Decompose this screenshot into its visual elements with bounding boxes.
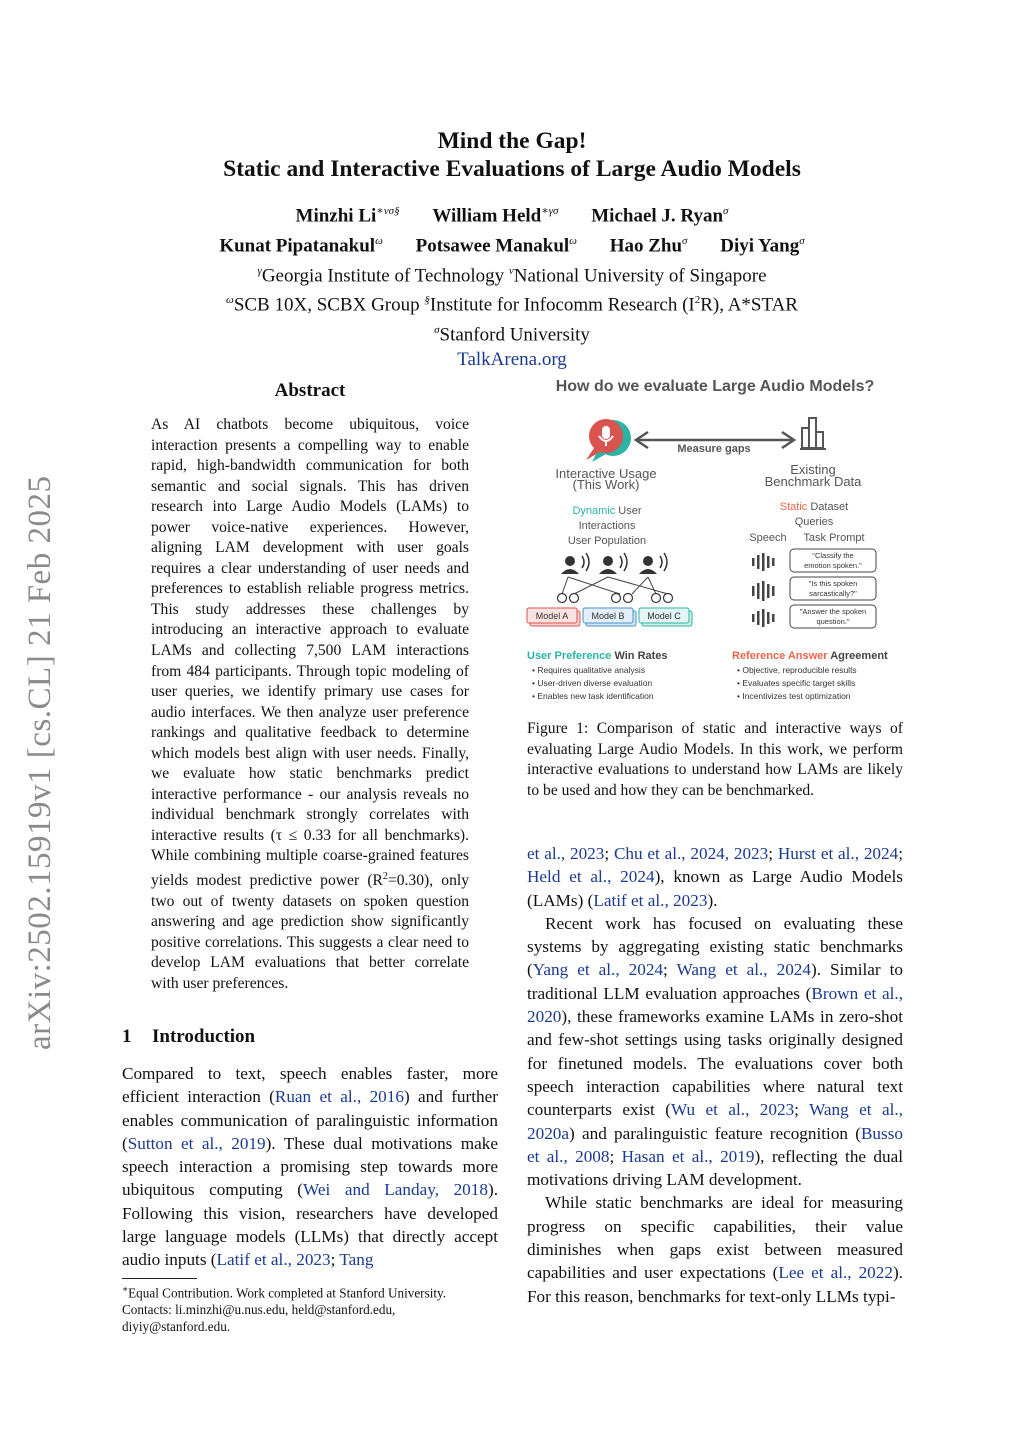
user-population-label: User Population xyxy=(567,535,647,547)
citation-link[interactable]: Wang et al., 2020a xyxy=(527,1100,903,1143)
text-run: ). Following this vision, researchers have developed large language models (LLMs) that directly accept audio inputs ( xyxy=(122,1180,498,1270)
citation-link[interactable]: Hasan et al., 2019 xyxy=(621,1146,755,1166)
intro-heading xyxy=(122,1026,255,1048)
right-label-2: Benchmark Data xyxy=(764,474,862,489)
model-a-box xyxy=(527,608,580,626)
bullet-text: Evaluates specific target skills xyxy=(742,678,856,688)
citation-link[interactable]: Brown et al., 2020 xyxy=(527,983,903,1027)
microphone-bubble-icon xyxy=(586,419,631,462)
aff-mark: γ xyxy=(257,264,262,277)
author-name: Minzhi Li xyxy=(295,205,377,227)
citation-link[interactable]: Lee et al., 2022 xyxy=(778,1263,893,1283)
text-run: ). For this reason, benchmarks for text-only LLMs typi- xyxy=(527,1263,903,1306)
left-label-2: (This Work) xyxy=(572,477,640,492)
affiliation: R), A*STAR xyxy=(700,294,798,316)
waveform-icon xyxy=(752,553,775,571)
bullet-text: Requires qualitative analysis xyxy=(537,665,646,675)
user-preference-title xyxy=(527,650,668,662)
citation-link[interactable]: Latif et al., 2023 xyxy=(216,1250,331,1270)
user-population-icons xyxy=(561,553,667,574)
text-run: ). These dual motivations make speech interaction a promising step towards more ubiquitous computing ( xyxy=(122,1133,498,1200)
right-label-1: Existing xyxy=(790,462,836,477)
right-bullet: • Incentivizes test optimization xyxy=(737,691,851,701)
citation-link[interactable]: Ruan et al., 2016 xyxy=(274,1087,404,1107)
title-part: Agreement xyxy=(827,650,888,662)
author-marks: ∗γσ xyxy=(541,205,559,217)
left-bullet: • Enables new task identification xyxy=(532,691,654,701)
text-run: ; xyxy=(330,1250,340,1270)
right-bullet: • Evaluates specific target skills xyxy=(737,678,856,688)
paragraph-recent-work xyxy=(527,912,903,1192)
figure-1 xyxy=(520,370,910,715)
text-run: While static benchmarks are ideal for measuring progress on specific capabilities, their value diminishes when gaps exist between measured capabilities and user expectations ( xyxy=(527,1193,903,1283)
reference-answer-title xyxy=(732,650,888,662)
model-b-box xyxy=(583,608,636,626)
text-run: ; xyxy=(898,844,903,863)
abstract-text xyxy=(151,415,469,995)
footnote xyxy=(122,1281,498,1335)
prompt-line: "Answer the spoken xyxy=(799,607,867,616)
text-run: ; xyxy=(663,960,677,980)
citation-link[interactable]: Chu et al., 2024, 2023 xyxy=(613,844,769,863)
affiliation-line-3 xyxy=(0,318,1024,348)
left-bullet: • User-driven diverse evaluation xyxy=(532,678,653,688)
aff-mark: § xyxy=(424,294,430,307)
bullet-text: User-driven diverse evaluation xyxy=(537,678,653,688)
author-line-1 xyxy=(0,199,1024,229)
arxiv-identifier: arXiv:2502.15919v1 [cs.CL] 21 Feb 2025 xyxy=(22,475,58,1050)
text-run: ; xyxy=(768,844,778,863)
author-marks: ω xyxy=(375,234,383,247)
author-name: Potsawee Manakul xyxy=(415,235,570,257)
text-run: ; xyxy=(609,1146,622,1166)
author-marks: σ xyxy=(723,205,729,217)
author-marks: ∗νσ§ xyxy=(376,205,400,217)
waveform-icon xyxy=(752,609,775,627)
citation-link[interactable]: Wang et al., 2024 xyxy=(676,960,811,980)
static-dataset-label xyxy=(780,501,848,513)
intro-paragraph xyxy=(122,1062,498,1272)
speech-label: Speech xyxy=(749,532,787,544)
website-link[interactable]: TalkArena.org xyxy=(457,349,567,371)
prompt-line: question." xyxy=(816,617,850,626)
citation-link[interactable]: Latif et al., 2023 xyxy=(593,890,708,910)
citation-link[interactable]: Wu et al., 2023 xyxy=(670,1100,795,1120)
aff-mark: ω xyxy=(226,294,234,307)
prompt-box-3 xyxy=(790,605,876,628)
model-c-box xyxy=(639,608,692,626)
abstract-heading: Abstract xyxy=(274,380,346,401)
model-a-label: Model A xyxy=(535,611,569,621)
footnote-text: Equal Contribution. Work completed at Stanford University. Contacts: li.minzhi@u.nus.edu, held@stanford.edu, diyiy@stanford.edu. xyxy=(122,1285,447,1335)
prompt-line: "Classify the xyxy=(812,551,854,560)
text-run: ). xyxy=(707,890,718,910)
title-part: User Preference xyxy=(527,650,612,662)
text-run: ) and further enables communication of paralinguistic information ( xyxy=(122,1087,498,1153)
affiliation: Georgia Institute of Technology xyxy=(261,264,509,286)
figure-diagram xyxy=(520,370,910,715)
citation-link[interactable]: et al., 2023 xyxy=(527,844,605,863)
citation-link[interactable]: Sutton et al., 2019 xyxy=(127,1133,266,1153)
abstract-part-2: =0.30), only two out of twenty datasets on spoken question answering and age prediction show significantly positive correlations. This suggests a clear need to develop LAM evaluations that better correlate with user preferences. xyxy=(151,872,469,992)
abstract-superscript: 2 xyxy=(382,871,388,883)
preference-connections xyxy=(562,577,668,594)
title-part: Win Rates xyxy=(611,650,668,662)
text-run: ) and paralinguistic feature recognition ( xyxy=(569,1123,861,1143)
affiliation: Institute for Infocomm Research (I xyxy=(429,294,695,316)
left-label-1: Interactive Usage xyxy=(555,466,657,481)
text-run: ), known as Large Audio Models (LAMs) ( xyxy=(527,867,903,910)
figure-caption: Figure 1: Comparison of static and interactive ways of evaluating Large Audio Models. In this work, we perform interactive evaluations to understand how LAMs are likely to be used and how they can be benchmarked. xyxy=(527,720,903,799)
citation-link[interactable]: Yang et al., 2024 xyxy=(532,960,664,980)
abstract-part-1: As AI chatbots become ubiquitous, voice interaction presents a compelling way to enable rapid, high-bandwidth communication for both semantic and social signals. This has driven research into Large Audio Models (LAMs) to power voice-native experiences. However, aligning LAM development with user goals requires a clear understanding of user needs and preferences to establish reliable progress metrics. This study addresses these challenges by introducing an interactive approach to evaluate LAMs and collecting 7,500 LAM interactions from 484 participants. Through topic modeling of user queries, we identify primary use cases for audio interfaces. We then analyze user preference rankings and qualitative feedback to determine which models best align with user needs. Finally, we evaluate how static benchmarks predict interactive performance - our analysis reveals no individual benchmark strongly correlates with interactive results (τ ≤ 0.33 for all benchmarks). While combining multiple coarse-grained features yields modest predictive power (R xyxy=(151,416,469,890)
right-column-body xyxy=(527,842,903,1308)
affiliation-line-2 xyxy=(0,288,1024,318)
paper-title xyxy=(0,127,1024,183)
title-line-1: Mind the Gap! xyxy=(437,128,587,154)
author-name: Michael J. Ryan xyxy=(591,205,724,227)
waveform-icon xyxy=(752,581,775,601)
dynamic-word: Dynamic xyxy=(572,505,616,517)
affiliation-line-1 xyxy=(0,259,1024,289)
title-part: Reference Answer xyxy=(732,650,828,662)
affiliation: SCB 10X, SCBX Group xyxy=(233,294,425,316)
text-run: ; xyxy=(794,1100,810,1120)
user-icon xyxy=(639,553,667,574)
author-name: Diyi Yang xyxy=(720,235,800,257)
prompt-line: "Is this spoken xyxy=(808,579,858,588)
author-name: William Held xyxy=(432,205,542,227)
prompt-line: emotion spoken." xyxy=(804,561,862,570)
right-bullet: • Objective, reproducible results xyxy=(737,665,857,675)
text-run: ; xyxy=(604,844,614,863)
text-run: ), these frameworks examine LAMs in zero-shot and few-shot settings using tasks originally designed for finetuned models. The evaluations cover both speech interaction capabilities where natural text counterparts exist ( xyxy=(527,1007,903,1120)
user-word: User xyxy=(615,505,642,517)
footnote-mark: ∗ xyxy=(122,1284,129,1294)
bullet-text: Objective, reproducible results xyxy=(742,665,857,675)
author-line-2 xyxy=(0,229,1024,259)
vote-badges xyxy=(558,594,673,603)
section-number: 1 xyxy=(122,1026,132,1047)
author-block xyxy=(0,199,1024,373)
section-title: Introduction xyxy=(152,1026,256,1047)
citation-link[interactable]: Wei and Landay, 2018 xyxy=(303,1180,488,1200)
affiliation: National University of Singapore xyxy=(513,264,767,286)
affiliation: Stanford University xyxy=(439,324,590,346)
model-c-label: Model C xyxy=(647,611,681,621)
citation-link[interactable]: Held et al., 2024 xyxy=(527,867,655,887)
citation-link[interactable]: Busso et al., 2008 xyxy=(527,1123,903,1166)
user-icon xyxy=(599,553,627,574)
author-marks: σ xyxy=(799,234,805,247)
dynamic-user-label xyxy=(572,505,641,517)
text-run: Recent work has focused on evaluating these systems by aggregating existing static benchmarks ( xyxy=(527,913,903,980)
paragraph-static-benchmarks xyxy=(527,1191,903,1307)
text-run: ), reflecting the dual motivations driving LAM development. xyxy=(527,1146,903,1190)
author-marks: σ xyxy=(682,234,688,247)
figure-title: How do we evaluate Large Audio Models? xyxy=(555,378,875,395)
title-line-2: Static and Interactive Evaluations of Large Audio Models xyxy=(223,156,801,182)
bullet-text: Enables new task identification xyxy=(537,691,654,701)
queries-label: Queries xyxy=(794,516,834,528)
model-b-label: Model B xyxy=(591,611,625,621)
static-word: Static xyxy=(779,501,808,513)
left-bullet: • Requires qualitative analysis xyxy=(532,665,646,675)
aff-superscript: 2 xyxy=(694,294,701,307)
user-icon xyxy=(561,553,589,574)
prompt-box-1 xyxy=(790,549,876,572)
author-marks: ω xyxy=(569,234,577,247)
author-name: Kunat Pipatanakul xyxy=(219,235,376,257)
text-run: ). Similar to traditional LLM evaluation approaches ( xyxy=(527,960,904,1003)
footnote-rule xyxy=(122,1278,197,1279)
bar-chart-icon xyxy=(800,418,826,449)
aff-mark: ν xyxy=(508,264,514,277)
measure-gaps-arrow xyxy=(636,432,794,455)
prompt-line: sarcastically?" xyxy=(809,589,857,598)
text-run: Compared to text, speech enables faster, more efficient interaction ( xyxy=(122,1064,498,1107)
bullet-text: Incentivizes test optimization xyxy=(742,691,851,701)
task-prompt-label: Task Prompt xyxy=(803,532,865,544)
paragraph-continued xyxy=(527,842,903,912)
citation-link[interactable]: Hurst et al., 2024 xyxy=(777,844,899,863)
dataset-word: Dataset xyxy=(807,501,849,513)
interactions-label: Interactions xyxy=(578,520,636,532)
measure-gaps-label: Measure gaps xyxy=(677,443,751,455)
citation-link[interactable]: Tang xyxy=(339,1250,374,1270)
author-name: Hao Zhu xyxy=(609,235,683,257)
aff-mark: σ xyxy=(434,324,440,337)
prompt-box-2 xyxy=(790,577,876,600)
